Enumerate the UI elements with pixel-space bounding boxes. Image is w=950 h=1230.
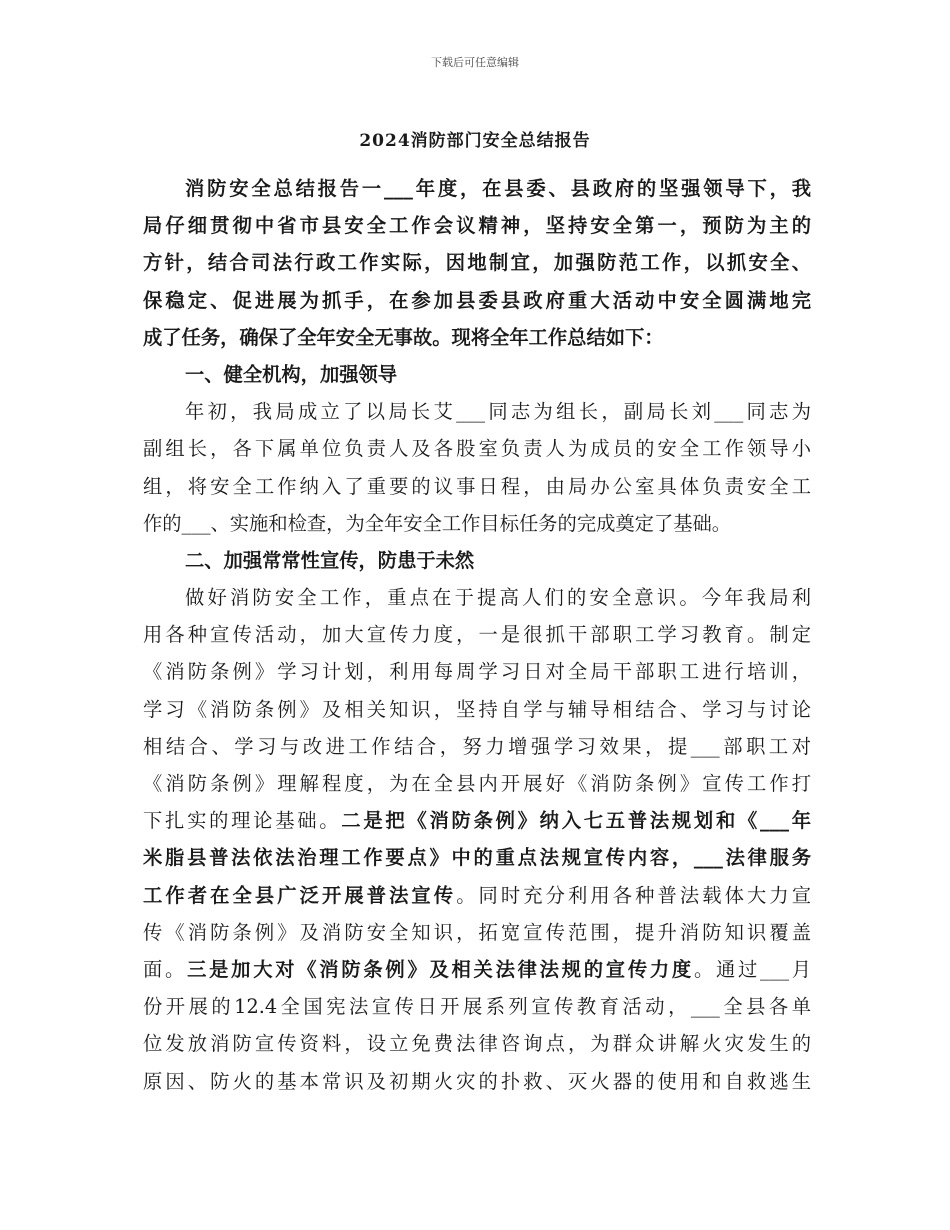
- text-line: 消防安全总结报告一___年度，在县委、县政府的坚强领导下，我: [185, 177, 811, 200]
- bold-text-segment: 二是把《消防条例》纳入七五普法规划和《___年: [341, 809, 811, 833]
- text-line: 《消防条例》理解程度，为在全县内开展好《消防条例》宣传工作打: [143, 772, 811, 795]
- text-segment: 。通过___月: [693, 957, 811, 981]
- text-line: [143, 951, 811, 988]
- text-line: 组，将安全工作纳入了重要的议事日程，由局办公室具体负责安全工: [143, 474, 811, 498]
- text-line: 原因、防火的基本常识及初期火灾的扑救、灭火器的使用和自救逃生: [143, 1069, 811, 1093]
- text-segment: 面。: [143, 957, 188, 981]
- header-note: 下载后可任意编辑: [431, 56, 519, 69]
- text-line: 份开展的12.4全国宪法宣传日开展系列宣传教育活动，___全县各单: [143, 995, 811, 1019]
- text-line: 成了任务，确保了全年安全无事故。现将全年工作总结如下：: [143, 325, 664, 349]
- text-line: 副组长，各下属单位负责人及各股室负责人为成员的安全工作领导小: [143, 437, 811, 461]
- text-line: 保稳定、促进展为抓手，在参加县委县政府重大活动中安全圆满地完: [143, 288, 811, 312]
- text-segment: 。同时充分利用各种普法载体大力宣: [456, 883, 811, 907]
- text-line: 米脂县普法依法治理工作要点》中的重点法规宣传内容，___法律服务: [143, 846, 811, 870]
- text-line: 学习《消防条例》及相关知识，坚持自学与辅导相结合、学习与讨论: [143, 697, 811, 721]
- text-segment: 下扎实的理论基础。: [143, 809, 342, 833]
- text-line: 《消防条例》学习计划，利用每周学习日对全局干部职工进行培训，: [143, 660, 811, 684]
- page-title: 2024消防部门安全总结报告: [359, 131, 591, 151]
- text-line: 二、加强常常性宣传，防患于未然: [185, 548, 475, 572]
- text-line: 相结合、学习与改进工作结合，努力增强学习效果，提___部职工对: [143, 734, 811, 758]
- text-line: 位发放消防宣传资料，设立免费法律咨询点，为群众讲解火灾发生的: [143, 1032, 811, 1056]
- document-body: [143, 170, 811, 1100]
- text-line: 局仔细贯彻中省市县安全工作会议精神，坚持安全第一，预防为主的: [143, 214, 811, 238]
- text-line: [143, 802, 811, 839]
- bold-text-segment: 三是加大对《消防条例》及相关法律法规的宣传力度: [187, 957, 694, 981]
- text-line: 传《消防条例》及消防安全知识，拓宽宣传范围，提升消防知识覆盖: [143, 920, 811, 944]
- text-line: [143, 877, 811, 914]
- text-line: 用各种宣传活动，加大宣传力度，一是很抓干部职工学习教育。制定: [143, 623, 811, 647]
- text-line: 方针，结合司法行政工作实际，因地制宜，加强防范工作，以抓安全、: [143, 251, 811, 275]
- text-line: 做好消防安全工作，重点在于提高人们的安全意识。今年我局利: [185, 586, 811, 610]
- text-line: 年初，我局成立了以局长艾___同志为组长，副局长刘___同志为: [185, 400, 811, 424]
- bold-text-segment: 工作者在全县广泛开展普法宣传: [143, 883, 457, 907]
- text-line: 一、健全机构，加强领导: [185, 362, 398, 386]
- text-line: 作的___、实施和检查，为全年安全工作目标任务的完成奠定了基础。: [143, 511, 732, 535]
